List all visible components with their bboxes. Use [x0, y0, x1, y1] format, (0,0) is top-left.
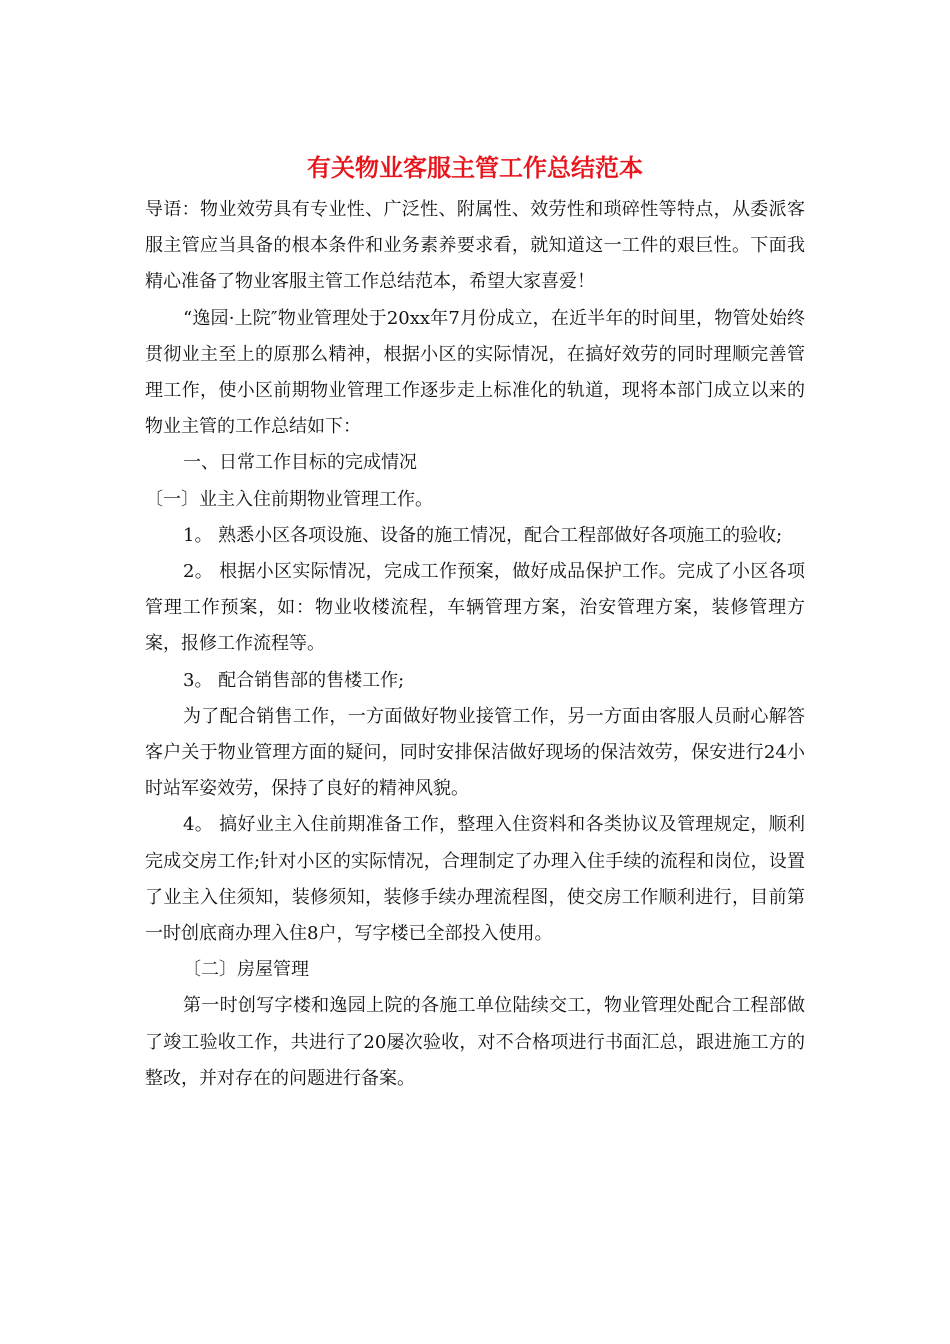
document-body [145, 192, 805, 1097]
paragraph-intro: 导语：物业效劳具有专业性、广泛性、附属性、效劳性和琐碎性等特点，从委派客服主管应当具备的根本条件和业务素养要求看，就知道这一工件的艰巨性。下面我精心准备了物业客服主管工作总结范本，希望大家喜爱！ [145, 199, 805, 293]
subsection-heading-1: 〔一〕业主入住前期物业管理工作。 [145, 488, 433, 510]
paragraph-overview: “逸园·上院″物业管理处于20xx年7月份成立，在近半年的时间里，物管处始终贯彻业主至上的原那么精神，根据小区的实际情况，在搞好效劳的同时理顺完善管理工作，使小区前期物业管理工作逐步走上标准化的轨道，现将本部门成立以来的物业主管的工作总结如下： [145, 307, 805, 438]
paragraph-sales-support: 为了配合销售工作，一方面做好物业接管工作，另一方面由客服人员耐心解答客户关于物业管理方面的疑问，同时安排保洁做好现场的保洁效劳，保安进行24小时站军姿效劳，保持了良好的精神风貌。 [145, 705, 805, 800]
list-item-2: 2。 根据小区实际情况，完成工作预案，做好成品保护工作。完成了小区各项管理工作预案，如：物业收楼流程，车辆管理方案，治安管理方案，装修管理方案，报修工作流程等。 [145, 561, 805, 655]
subsection-heading-2: 〔二〕房屋管理 [183, 959, 309, 981]
paragraph-housing: 第一时创写字楼和逸园上院的各施工单位陆续交工，物业管理处配合工程部做了竣工验收工作，共进行了20屡次验收，对不合格项进行书面汇总，跟进施工方的整改，并对存在的问题进行备案。 [145, 995, 805, 1089]
section-heading-1: 一、日常工作目标的完成情况 [183, 452, 417, 474]
list-item-1: 1。 熟悉小区各项设施、设备的施工情况，配合工程部做好各项施工的验收; [183, 524, 783, 546]
list-item-4: 4。 搞好业主入住前期准备工作，整理入住资料和各类协议及管理规定，顺利完成交房工作;针对小区的实际情况，合理制定了办理入住手续的流程和岗位，设置了业主入住须知，装修须知，装修手续办理流程图，使交房工作顺利进行，目前第一时创底商办理入住8户，写字楼已全部投入使用。 [145, 814, 805, 945]
list-item-3: 3。 配合销售部的售楼工作; [183, 669, 405, 691]
document-title: 有关物业客服主管工作总结范本 [307, 153, 643, 182]
